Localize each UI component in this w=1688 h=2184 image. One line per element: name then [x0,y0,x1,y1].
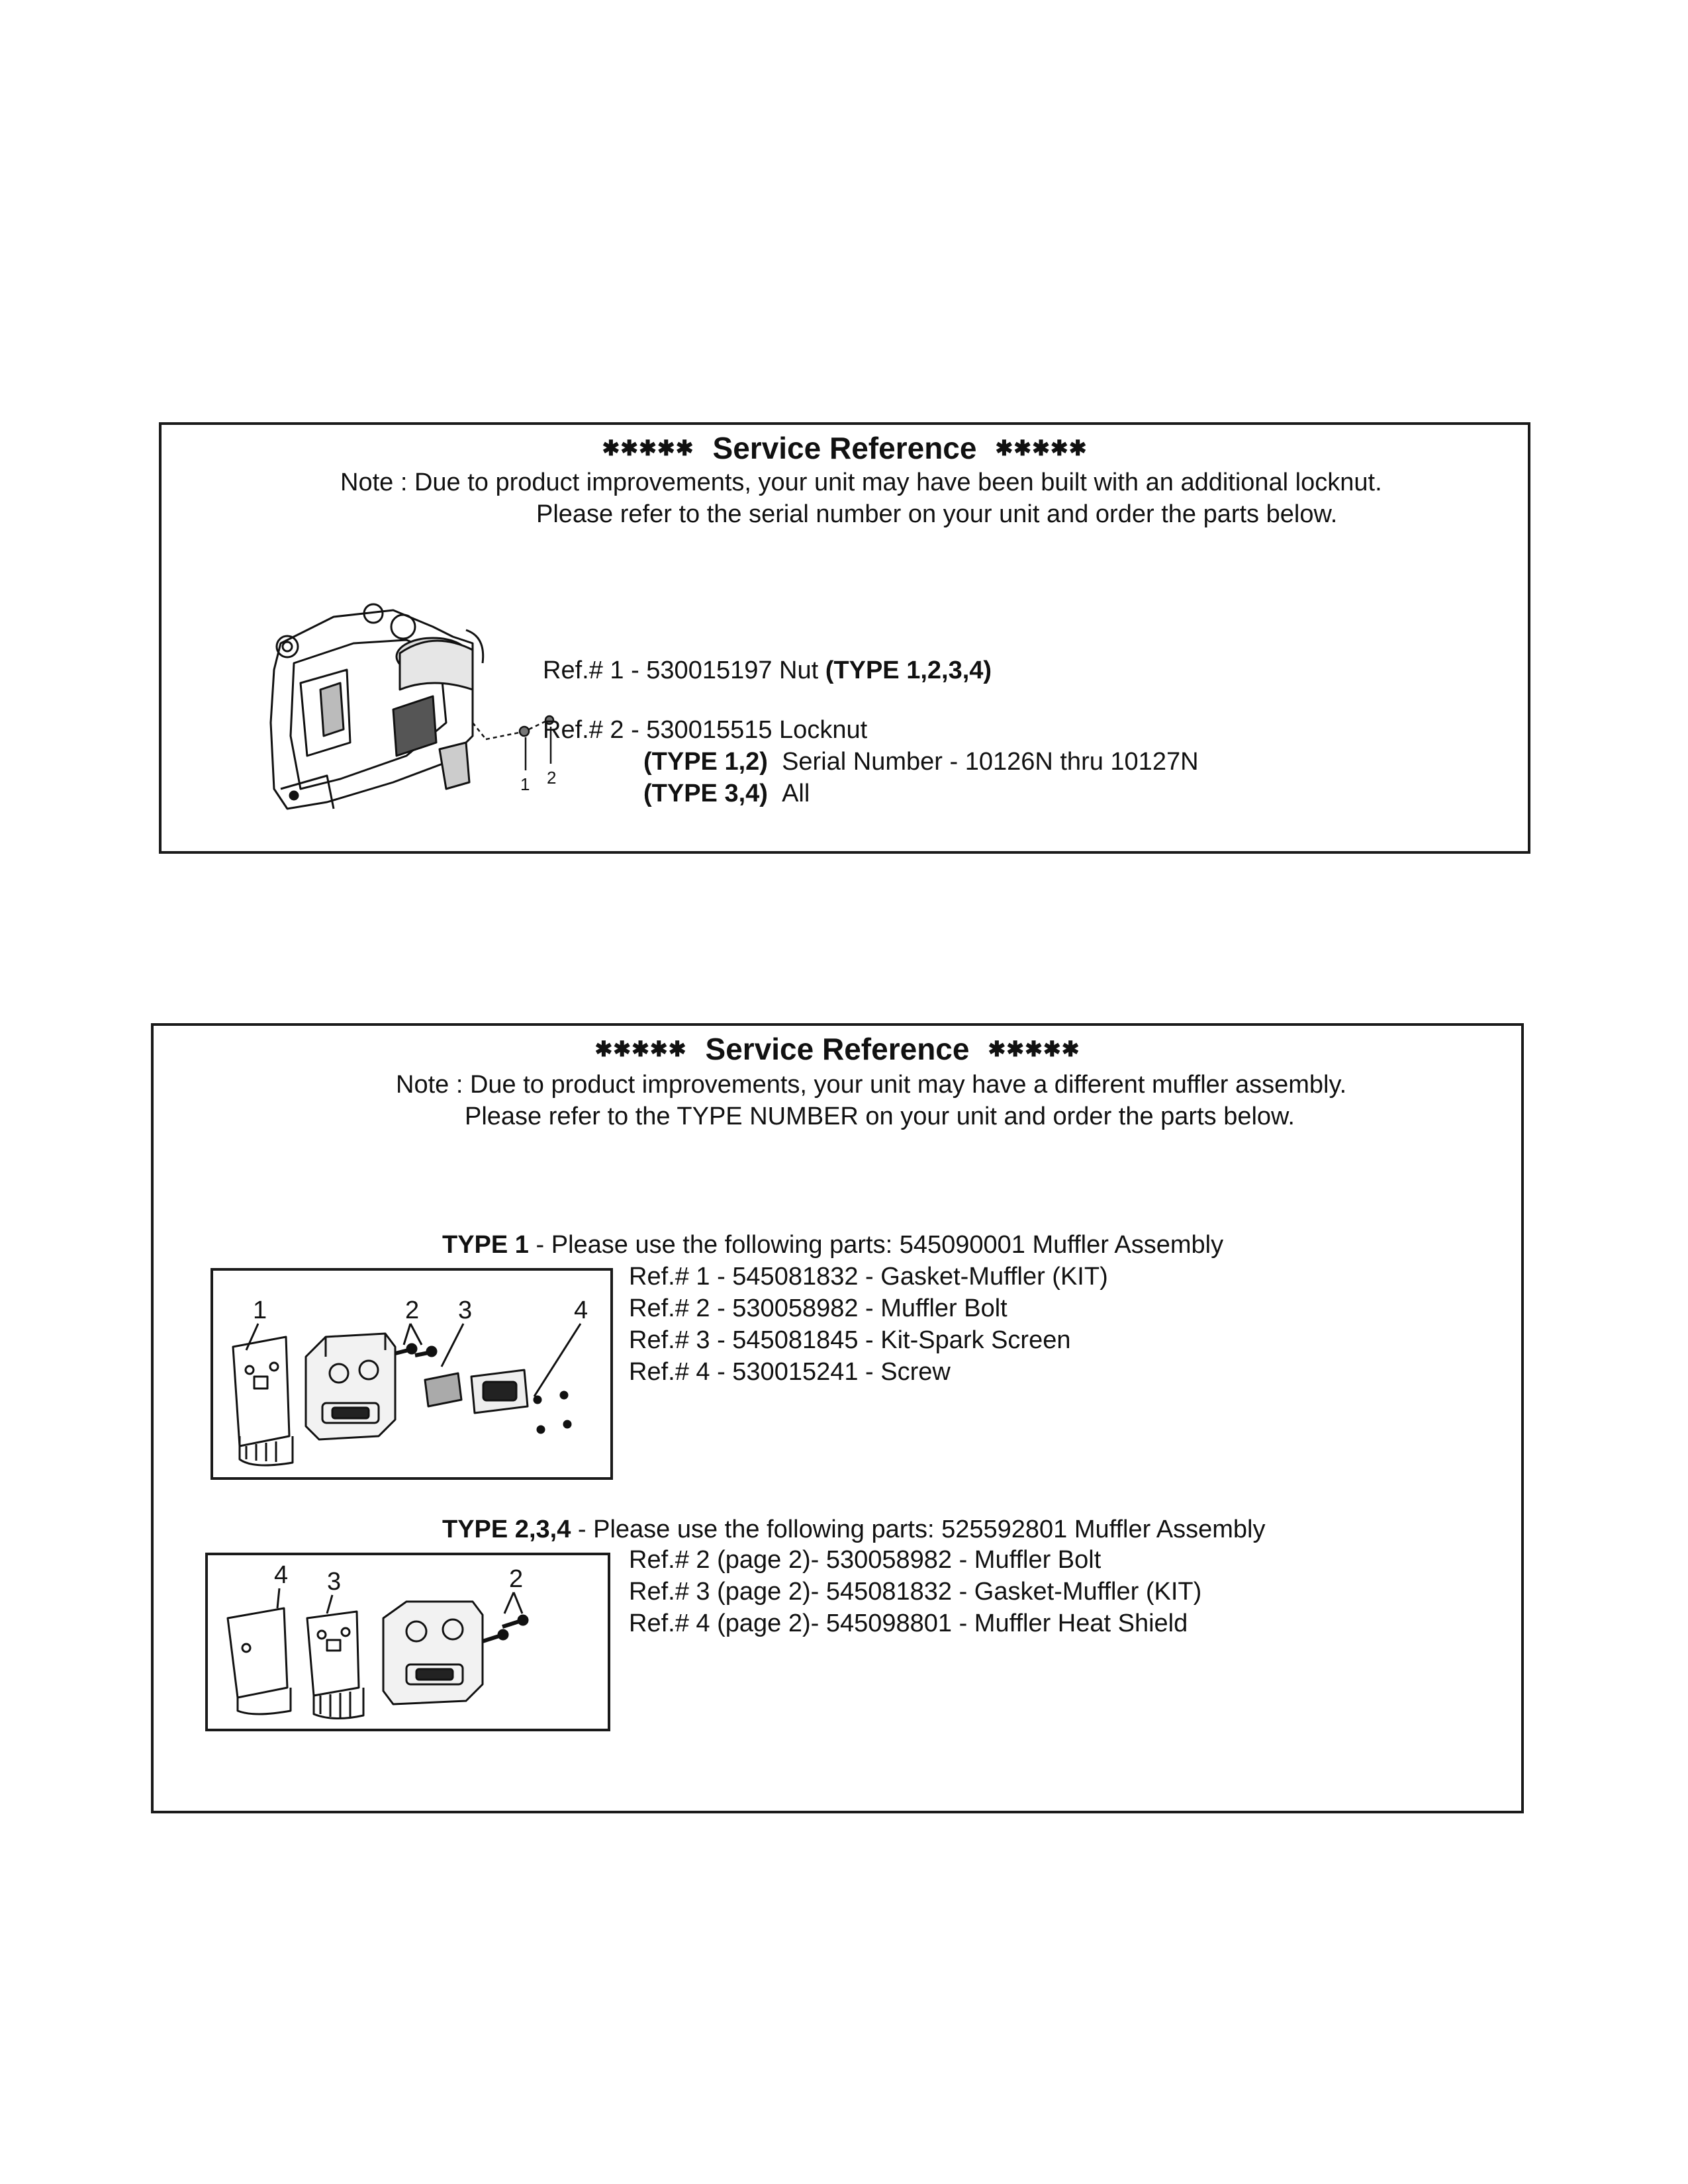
gasket-shape [233,1337,289,1446]
type-234-muffler-figure [205,1553,610,1731]
ref-2-type-3-4: (TYPE 3,4) All [643,780,810,807]
type-234-heading: TYPE 2,3,4 - Please use the following parts: 525592801 Muffler Assembly [442,1516,1266,1543]
type-1-ref-4: Ref.# 4 - 530015241 - Screw [629,1358,951,1386]
section-title [162,428,1528,466]
type-234-ref-3: Ref.# 3 (page 2)- 545081832 - Gasket-Muffler (KIT) [629,1578,1202,1606]
type-234-ref-2: Ref.# 2 (page 2)- 530058982 - Muffler Bolt [629,1546,1102,1574]
type-1-ref-3: Ref.# 3 - 545081845 - Kit-Spark Screen [629,1326,1071,1354]
type-1-exploded-diagram [213,1271,610,1477]
stars-left: ✱✱✱✱✱ [602,435,694,460]
note-line-2: Please refer to the serial number on your unit and order the parts below. [536,500,1338,528]
stars-right: ✱✱✱✱✱ [995,435,1088,460]
stars-right: ✱✱✱✱✱ [988,1036,1080,1061]
note-line-1: Note : Due to product improvements, your unit may have a different muffler assembly. [396,1071,1347,1099]
ref-2-locknut: Ref.# 2 - 530015515 Locknut [543,716,868,744]
engine-housing-illustration [234,590,579,815]
section-title [154,1028,1521,1067]
callout-4: 4 [574,1297,588,1324]
type-1-muffler-figure [211,1268,613,1480]
gasket-shape [307,1612,359,1696]
ref-1-nut: Ref.# 1 - 530015197 Nut (TYPE 1,2,3,4) [543,657,992,684]
service-reference-muffler-box [151,1023,1524,1813]
muffler-body-shape [383,1602,483,1704]
note-line-2: Please refer to the TYPE NUMBER on your unit and order the parts below. [465,1103,1295,1130]
section-title-text: Service Reference [712,430,977,465]
type-1-ref-1: Ref.# 1 - 545081832 - Gasket-Muffler (KIT) [629,1263,1108,1291]
callout-2: 2 [405,1297,420,1324]
section-title-text: Service Reference [705,1031,970,1066]
callout-2: 2 [547,768,557,788]
service-reference-locknut-box [159,422,1530,854]
callout-1: 1 [253,1297,267,1324]
type-1-heading: TYPE 1 - Please use the following parts: 545090001 Muffler Assembly [442,1231,1224,1259]
spark-screen-shape [425,1373,461,1406]
callout-3: 3 [327,1568,342,1596]
note-line-1: Note : Due to product improvements, your unit may have been built with an additional locknut. [340,469,1382,496]
callout-1: 1 [520,774,530,794]
callout-3: 3 [458,1297,473,1324]
stars-left: ✱✱✱✱✱ [594,1036,687,1061]
callout-2: 2 [509,1565,524,1593]
heat-shield-shape [228,1608,287,1698]
type-234-ref-4: Ref.# 4 (page 2)- 545098801 - Muffler Heat Shield [629,1610,1188,1637]
callout-4: 4 [274,1561,289,1589]
ref-2-type-1-2: (TYPE 1,2) Serial Number - 10126N thru 10127N [643,748,1199,776]
type-1-ref-2: Ref.# 2 - 530058982 - Muffler Bolt [629,1295,1008,1322]
type-234-exploded-diagram [208,1555,608,1729]
